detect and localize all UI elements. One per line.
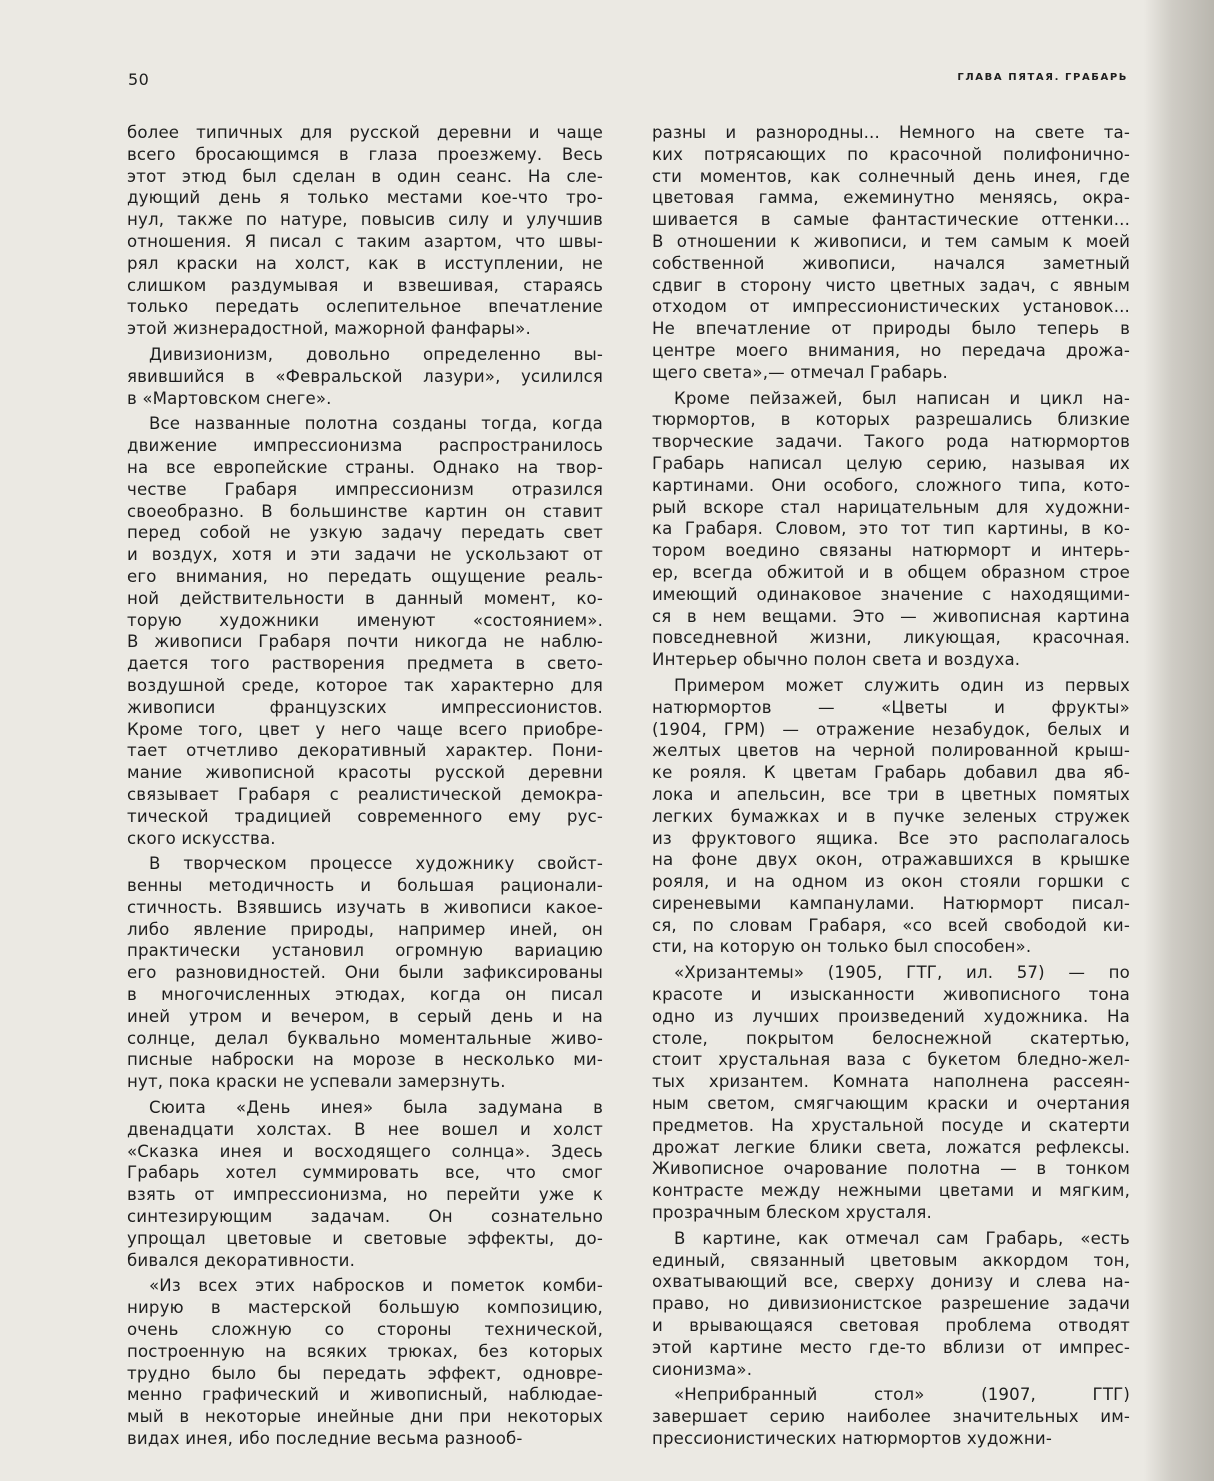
text-line: дующий день я только местами кое-что тро- <box>127 188 603 208</box>
running-header: ГЛАВА ПЯТАЯ. ГРАБАРЬ <box>957 72 1128 83</box>
text-line: нут, пока краски не успевали замерзнуть. <box>127 1072 506 1092</box>
text-line: ной действительности в данный момент, ко- <box>127 588 603 608</box>
paragraph <box>652 675 1130 958</box>
text-line: из фруктового ящика. Все это располагалось <box>652 828 1130 848</box>
text-line: либо явление природы, например иней, он <box>127 919 603 939</box>
text-line: тором воедино связаны натюрморт и интерь- <box>652 541 1130 561</box>
text-line: прессионистических натюрмортов художни- <box>652 1429 1052 1449</box>
text-line: писные наброски на морозе в несколько ми- <box>127 1050 603 1070</box>
text-line: перед собой не узкую задачу передать свет <box>127 523 603 543</box>
text-line: синтезирующим задачам. Он сознательно <box>127 1207 603 1227</box>
text-line: Сюита «День инея» была задумана в <box>149 1098 603 1118</box>
text-line: своеобразно. В большинстве картин он ставит <box>127 501 603 521</box>
text-line: Кроме того, цвет у него чаще всего приобре- <box>127 719 603 739</box>
text-line: тической традицией современного ему рус- <box>127 806 603 826</box>
text-line: в многочисленных этюдах, когда он писал <box>127 985 603 1005</box>
text-line: Не впечатление от природы было теперь в <box>652 319 1130 339</box>
text-line: и воздух, хотя и эти задачи не ускользают от <box>127 545 603 565</box>
text-line: Живописное очарование полотна — в тонком <box>652 1159 1130 1179</box>
text-line: сдвиг в сторону чисто цветных задач, с явным <box>652 275 1130 295</box>
text-line: видах инея, ибо последние весьма разнооб- <box>127 1429 523 1449</box>
text-line: контрасте между нежными цветами и мягким, <box>652 1181 1130 1201</box>
paragraph <box>127 413 603 849</box>
text-line: в «Мартовском снеге». <box>127 388 332 408</box>
text-line: Кроме пейзажей, был написан и цикл на- <box>674 388 1130 408</box>
text-line: Грабарь написал целую серию, называя их <box>652 453 1130 473</box>
paragraph <box>127 1097 603 1271</box>
text-line: Интерьер обычно полон света и воздуха. <box>652 650 1021 670</box>
paragraph <box>652 962 1130 1224</box>
text-line: отношения. Я писал с таким азартом, что швы- <box>127 231 603 251</box>
text-line: воздушной среде, которое так характерно для <box>127 675 603 695</box>
text-line: тюрмортов, в которых разрешались близкие <box>652 410 1130 430</box>
text-line: солнце, делал буквально моментальные живо- <box>127 1028 603 1048</box>
text-line: на все европейские страны. Однако на твор- <box>127 457 603 477</box>
text-line: сти, на которую он только был способен». <box>652 937 1032 957</box>
text-line: иней утром и вечером, в серый день и на <box>127 1006 603 1026</box>
text-line: тых хризантем. Комната наполнена рассеян- <box>652 1072 1130 1092</box>
text-line: ся в нем вещами. Это — живописная картина <box>652 606 1130 626</box>
text-line: тает отчетливо декоративный характер. Пони- <box>127 741 603 761</box>
text-line: щего света»,— отмечал Грабарь. <box>652 362 948 382</box>
text-line: В живописи Грабаря почти никогда не наблю- <box>127 632 603 652</box>
text-line: сти моментов, как солнечный день инея, где <box>652 166 1130 186</box>
text-line: менно графический и живописный, наблюдае- <box>127 1385 603 1405</box>
text-line: «Хризантемы» (1905, ГТГ, ил. 57) — по <box>674 963 1130 983</box>
text-line: двенадцати холстах. В нее вошел и холст <box>127 1119 603 1139</box>
text-line: Все названные полотна созданы тогда, когда <box>149 414 603 434</box>
text-line: отходом от импрессионистических установок... <box>652 297 1130 317</box>
text-line: упрощал цветовые и световые эффекты, до- <box>127 1228 603 1248</box>
text-line: охватывающий все, сверху донизу и слева на- <box>652 1272 1130 1292</box>
text-line: В отношении к живописи, и тем самым к моей <box>652 231 1130 251</box>
text-line: мание живописной красоты русской деревни <box>127 763 603 783</box>
text-line: бивался декоративности. <box>127 1250 356 1270</box>
text-line: Примером может служить один из первых <box>674 675 1130 695</box>
text-line: дрожат легкие блики света, ложатся рефлексы. <box>652 1137 1130 1157</box>
text-line: «Неприбранный стол» (1907, ГТГ) <box>674 1385 1130 1405</box>
text-line: натюрмортов — «Цветы и фрукты» <box>652 697 1130 717</box>
text-line: центре моего внимания, но передача дрожа- <box>652 340 1130 360</box>
text-line: и врывающаяся световая проблема отводят <box>652 1316 1130 1336</box>
text-line: одно из лучших произведений художника. На <box>652 1006 1130 1026</box>
paragraph <box>127 853 603 1093</box>
text-line: собственной живописи, начался заметный <box>652 253 1130 273</box>
text-line: разны и разнородны... Немного на свете та- <box>652 123 1130 142</box>
page-number: 50 <box>128 70 150 89</box>
text-line: единый, связанный цветовым аккордом тон, <box>652 1250 1130 1270</box>
text-line: цветовая гамма, ежеминутно меняясь, окра- <box>652 188 1130 208</box>
text-line: его внимания, но передать ощущение реаль- <box>127 566 603 586</box>
text-line: всего бросающимся в глаза проезжему. Весь <box>127 144 603 164</box>
text-line: (1904, ГРМ) — отражение незабудок, белых и <box>652 719 1130 739</box>
text-line: ка Грабаря. Словом, это тот тип картины, в ко- <box>652 519 1130 539</box>
text-line: «Из всех этих набросков и пометок комби- <box>149 1276 603 1296</box>
text-line: ского искусства. <box>127 828 276 848</box>
right-text-column <box>652 122 1130 1450</box>
text-line: его разновидностей. Они были зафиксированы <box>127 963 603 983</box>
page-edge-shadow <box>1144 0 1214 1481</box>
text-line: ких потрясающих по красочной полифонично- <box>652 144 1130 164</box>
text-line: легких бумажках и в пучке зеленых стружек <box>652 806 1130 826</box>
text-line: честве Грабаря импрессионизм отразился <box>127 479 603 499</box>
text-line: сионизма». <box>652 1359 753 1379</box>
text-line: шивается в самые фантастические оттенки... <box>652 210 1130 230</box>
text-line: слишком раздумывая и взвешивая, стараясь <box>127 275 603 295</box>
paragraph <box>652 388 1130 671</box>
text-line: нул, также по натуре, повысив силу и улучшив <box>127 210 603 230</box>
text-line: лока и апельсин, все три в цветных помятых <box>652 784 1130 804</box>
text-line: Дивизионизм, довольно определенно вы- <box>149 344 603 364</box>
text-line: практически установил огромную вариацию <box>127 941 603 961</box>
text-line: дается того растворения предмета в свето- <box>127 654 603 674</box>
text-line: ным светом, смягчающим краски и очертания <box>652 1094 1130 1114</box>
text-line: «Сказка инея и восходящего солнца». Здесь <box>127 1141 603 1161</box>
text-line: столе, покрытом белоснежной скатертью, <box>652 1028 1130 1048</box>
text-line: только передать ослепительное впечатление <box>127 297 603 317</box>
text-line: этот этюд был сделан в один сеанс. На сле- <box>127 166 603 186</box>
text-line: движение импрессионизма распространилось <box>127 436 603 456</box>
text-line: картинами. Они особого, сложного типа, кото- <box>652 475 1130 495</box>
text-line: ся, по словам Грабаря, «со всей свободой ки- <box>652 915 1130 935</box>
text-line: творческие задачи. Такого рода натюрмортов <box>652 432 1130 452</box>
paragraph <box>652 1384 1130 1449</box>
paragraph <box>127 344 603 409</box>
text-line: рый вскоре стал нарицательным для художни- <box>652 497 1130 517</box>
text-line: повседневной жизни, ликующая, красочная. <box>652 628 1130 648</box>
text-line: нирую в мастерской большую композицию, <box>127 1298 603 1318</box>
text-line: стоит хрустальная ваза с букетом бледно-жел- <box>652 1050 1130 1070</box>
text-line: красоте и изысканности живописного тона <box>652 985 1130 1005</box>
text-line: венны методичность и большая рационали- <box>127 876 603 896</box>
text-line: трудно было бы передать эффект, одновре- <box>127 1363 603 1383</box>
text-line: этой картине место где-то вблизи от импрес- <box>652 1337 1130 1357</box>
text-line: этой жизнерадостной, мажорной фанфары». <box>127 319 531 339</box>
text-line: связывает Грабаря с реалистической демокра- <box>127 784 603 804</box>
text-line: ер, всегда обжитой и в общем образном строе <box>652 562 1130 582</box>
text-line: ке рояля. К цветам Грабарь добавил два яб- <box>652 763 1130 783</box>
text-line: В картине, как отмечал сам Грабарь, «есть <box>674 1228 1130 1248</box>
text-line: построенную на всяких трюках, без которых <box>127 1341 603 1361</box>
text-line: рял краски на холст, как в исступлении, не <box>127 253 603 273</box>
text-line: очень сложную со стороны технической, <box>127 1320 603 1340</box>
paragraph <box>652 1228 1130 1381</box>
paragraph <box>127 122 603 340</box>
text-line: более типичных для русской деревни и чаще <box>127 123 603 142</box>
text-line: взять от импрессионизма, но перейти уже к <box>127 1185 603 1205</box>
text-line: мый в некоторые инейные дни при некоторых <box>127 1407 603 1427</box>
paragraph <box>652 122 1130 384</box>
text-line: торую художники именуют «состоянием». <box>127 610 603 630</box>
text-line: на фоне двух окон, отражавшихся в крышке <box>652 850 1130 870</box>
text-line: стичность. Взявшись изучать в живописи какое- <box>127 897 603 917</box>
text-line: прозрачным блеском хрусталя. <box>652 1203 932 1223</box>
text-line: рояля, и на одном из окон стояли горшки с <box>652 872 1130 892</box>
text-line: желтых цветов на черной полированной крыш- <box>652 741 1130 761</box>
text-line: предметов. На хрустальной посуде и скатерти <box>652 1115 1130 1135</box>
text-line: явившийся в «Февральской лазури», усилился <box>127 366 603 386</box>
text-line: имеющий одинаковое значение с находящими- <box>652 584 1130 604</box>
paragraph <box>127 1275 603 1449</box>
text-line: Грабарь хотел суммировать все, что смог <box>127 1163 603 1183</box>
text-line: В творческом процессе художнику свойст- <box>149 854 603 874</box>
text-line: завершает серию наиболее значительных им- <box>652 1407 1130 1427</box>
left-text-column <box>127 122 603 1450</box>
text-line: право, но дивизионистское разрешение задачи <box>652 1294 1130 1314</box>
text-line: сиреневыми кампанулами. Натюрморт писал- <box>652 893 1130 913</box>
text-line: живописи французских импрессионистов. <box>127 697 603 717</box>
